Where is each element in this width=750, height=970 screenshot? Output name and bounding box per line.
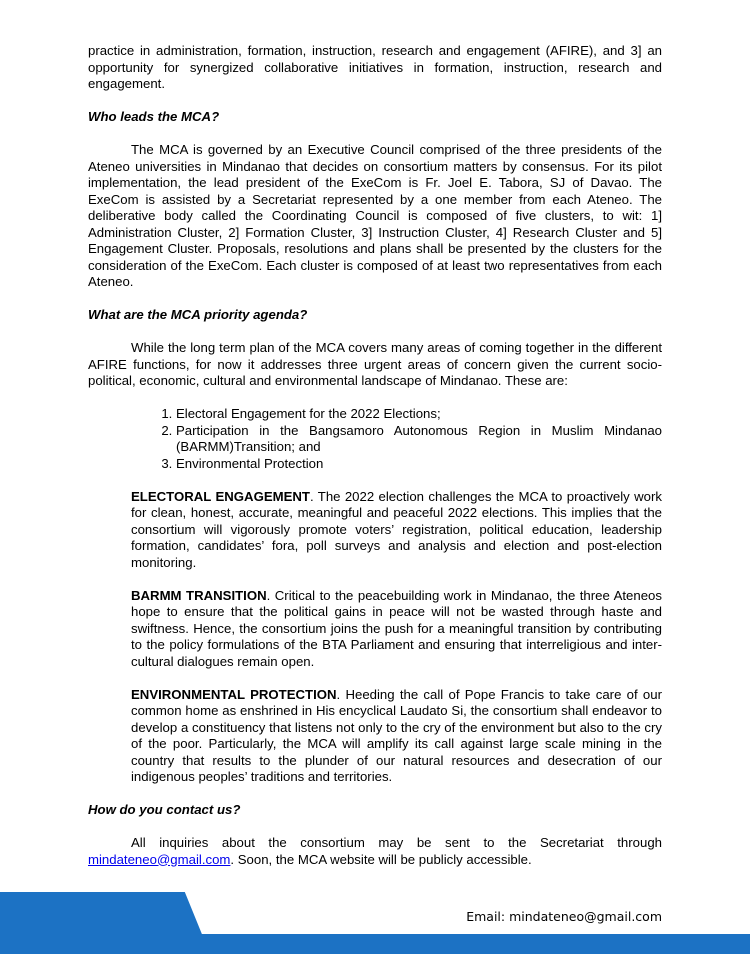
paragraph-contact (88, 835, 662, 868)
block-text: . Heeding the call of Pope Francis to take care of our common home as enshrined in His encyclical Laudato Si, the consortium shall endeavor to develop a constituency that listens not only to the cry of the environment but also to the cry of the poor. Particularly, the MCA will amplify its call against large scale mining in the country that results to the plunder of our natural resources and desecration of our indigenous peoples’ traditions and territories. (131, 686, 662, 784)
block-text: . The 2022 election challenges the MCA to proactively work for clean, honest, accurate, meaningful and peaceful 2022 elections. This implies that the consortium will vigorously promote voters’ registration, political education, leadership formation, candidates’ fora, poll surveys and analysis and election and post-election monitoring. (131, 488, 662, 570)
footer-bottom-strip (0, 954, 750, 970)
list-item: 2. Participation in the Bangsamoro Autonomous Region in Muslim Mindanao (BARMM)Transition; and (176, 423, 662, 456)
list-item: 1. Electoral Engagement for the 2022 Elections; (176, 406, 662, 423)
block-text: . Critical to the peacebuilding work in Mindanao, the three Ateneos hope to ensure that the political gains in peace will not be wasted through haste and swiftness. Hence, the consortium joins the push for a meaningful transition by contributing to the policy formulations of the BTA Parliament and ensuring that interreligious and inter-cultural dialogues remain open. (131, 587, 662, 669)
block-electoral-engagement (131, 489, 662, 572)
heading-contact: How do you contact us? (88, 802, 241, 817)
paragraph-governance: The MCA is governed by an Executive Council comprised of the three presidents of the Ateneo universities in Mindanao that decides on consortium matters by consensus. For its pilot implementation, the lead president of the ExeCom is Fr. Joel E. Tabora, SJ of Davao. The ExeCom is assisted by a Secretariat represented by a one member from each Ateneo. The deliberative body called the Coordinating Council is composed of five clusters, to wit: 1] Administration Cluster, 2] Formation Cluster, 3] Instruction Cluster, 4] Research Cluster and 5] Engagement Cluster. Proposals, resolutions and plans shall be presented by the clusters for the consideration of the ExeCom. Each cluster is composed of at least two representatives from each Ateneo. (88, 142, 662, 289)
contact-text-end: . Soon, the MCA website will be publicly accessible. (230, 851, 532, 867)
heading-priority-agenda: What are the MCA priority agenda? (88, 307, 308, 322)
contact-text: All inquiries about the consortium may be sent to the Secretariat through (131, 835, 662, 850)
footer-email: Email: mindateneo@gmail.com (466, 909, 662, 924)
block-environmental-protection (131, 687, 662, 786)
block-barmm-transition (131, 588, 662, 671)
footer-accent-bar (0, 934, 750, 954)
list-item: 3. Environmental Protection (176, 456, 662, 473)
contact-email-link[interactable]: mindateneo@gmail.com (88, 851, 231, 867)
block-title: ELECTORAL ENGAGEMENT (131, 488, 310, 504)
block-title: ENVIRONMENTAL PROTECTION (131, 686, 337, 702)
heading-who-leads: Who leads the MCA? (88, 109, 220, 124)
agenda-list (88, 406, 662, 472)
paragraph-afire: practice in administration, formation, instruction, research and engagement (AFIRE), and 3] an opportunity for synergized collaborative initiatives in formation, instruction, research and engagement. (88, 43, 662, 91)
block-title: BARMM TRANSITION (131, 587, 267, 603)
paragraph-agenda-intro: While the long term plan of the MCA covers many areas of coming together in the different AFIRE functions, for now it addresses three urgent areas of concern given the current socio-political, economic, cultural and environmental landscape of Mindanao. These are: (88, 340, 662, 388)
document-body (88, 43, 662, 868)
